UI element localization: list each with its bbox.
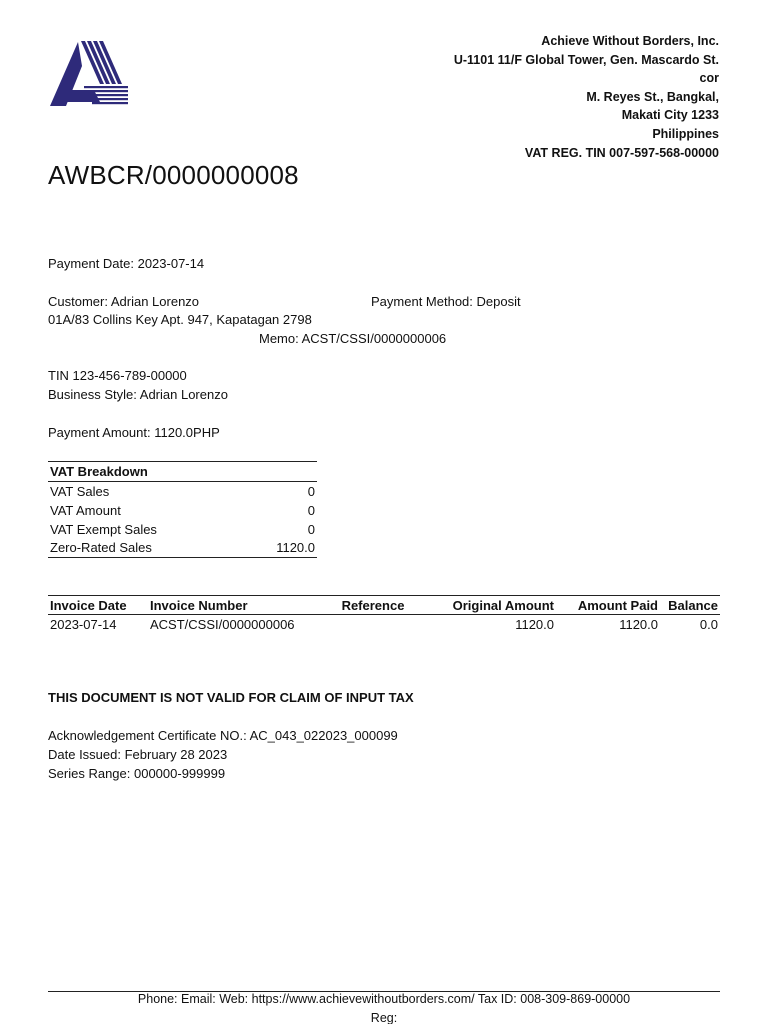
payment-date: Payment Date: 2023-07-14	[48, 256, 205, 271]
company-address-line: cor	[699, 71, 719, 86]
company-address-block	[419, 32, 719, 162]
invoice-table	[48, 595, 720, 635]
company-address-line: U-1101 11/F Global Tower, Gen. Mascardo St.	[453, 52, 719, 67]
company-vat-tin: VAT REG. TIN 007-597-568-00000	[524, 145, 719, 160]
vat-row-label: Zero-Rated Sales	[48, 539, 242, 558]
not-valid-notice: THIS DOCUMENT IS NOT VALID FOR CLAIM OF INPUT TAX	[48, 690, 414, 705]
company-name: Achieve Without Borders, Inc.	[541, 34, 719, 48]
column-header-reference: Reference	[318, 596, 428, 615]
invoice-amount-paid: 1120.0	[619, 617, 658, 633]
vat-row	[48, 482, 317, 501]
column-header-original-amount: Original Amount	[428, 596, 556, 615]
vat-row-value: 1120.0	[242, 539, 317, 558]
vat-breakdown-table	[48, 461, 317, 558]
series-range: Series Range: 000000-999999	[48, 766, 226, 781]
company-logo	[48, 40, 130, 108]
vat-breakdown-title: VAT Breakdown	[48, 462, 317, 482]
invoice-original-amount: 1120.0	[515, 617, 554, 633]
payment-amount: Payment Amount: 1120.0PHP	[48, 425, 220, 440]
business-style: Business Style: Adrian Lorenzo	[48, 387, 228, 402]
receipt-number: AWBCR/0000000008	[48, 160, 299, 190]
vat-row-value: 0	[307, 502, 315, 518]
vat-row-label: VAT Sales	[50, 483, 110, 499]
footer-contact-line: Phone: Email: Web: https://www.achievewithoutborders.com/ Tax ID: 008-309-869-00000	[137, 992, 631, 1006]
vat-row	[48, 539, 317, 558]
invoice-number: ACST/CSSI/0000000006	[150, 617, 295, 633]
company-address-line: M. Reyes St., Bangkal,	[586, 89, 719, 104]
vat-row-label: VAT Exempt Sales	[50, 521, 157, 537]
column-header-invoice-date: Invoice Date	[48, 596, 148, 615]
footer-reg-line: Reg:	[370, 1011, 398, 1024]
company-address-line: Philippines	[652, 126, 719, 141]
acknowledgement-certificate: Acknowledgement Certificate NO.: AC_043_022023_000099	[48, 728, 398, 743]
customer-name: Customer: Adrian Lorenzo	[48, 294, 200, 309]
company-address-line: Makati City 1233	[621, 108, 719, 123]
customer-tin: TIN 123-456-789-00000	[48, 368, 187, 383]
vat-row-value: 0	[307, 521, 315, 537]
customer-address: 01A/83 Collins Key Apt. 947, Kapatagan 2798	[48, 312, 312, 327]
vat-row	[48, 520, 317, 539]
column-header-amount-paid: Amount Paid	[556, 596, 660, 615]
vat-row	[48, 501, 317, 520]
column-header-invoice-number: Invoice Number	[148, 596, 318, 615]
memo: Memo: ACST/CSSI/0000000006	[259, 331, 447, 346]
vat-row-value: 0	[307, 483, 315, 499]
invoice-reference	[318, 615, 428, 635]
invoice-balance: 0.0	[699, 617, 718, 633]
payment-method: Payment Method: Deposit	[371, 294, 521, 309]
footer	[48, 990, 720, 1024]
invoice-table-header	[48, 596, 720, 615]
table-row	[48, 615, 720, 635]
invoice-date: 2023-07-14	[50, 617, 117, 633]
vat-row-label: VAT Amount	[50, 502, 121, 518]
acknowledgement-block	[48, 726, 398, 783]
column-header-balance: Balance	[660, 596, 720, 615]
date-issued: Date Issued: February 28 2023	[48, 747, 228, 762]
